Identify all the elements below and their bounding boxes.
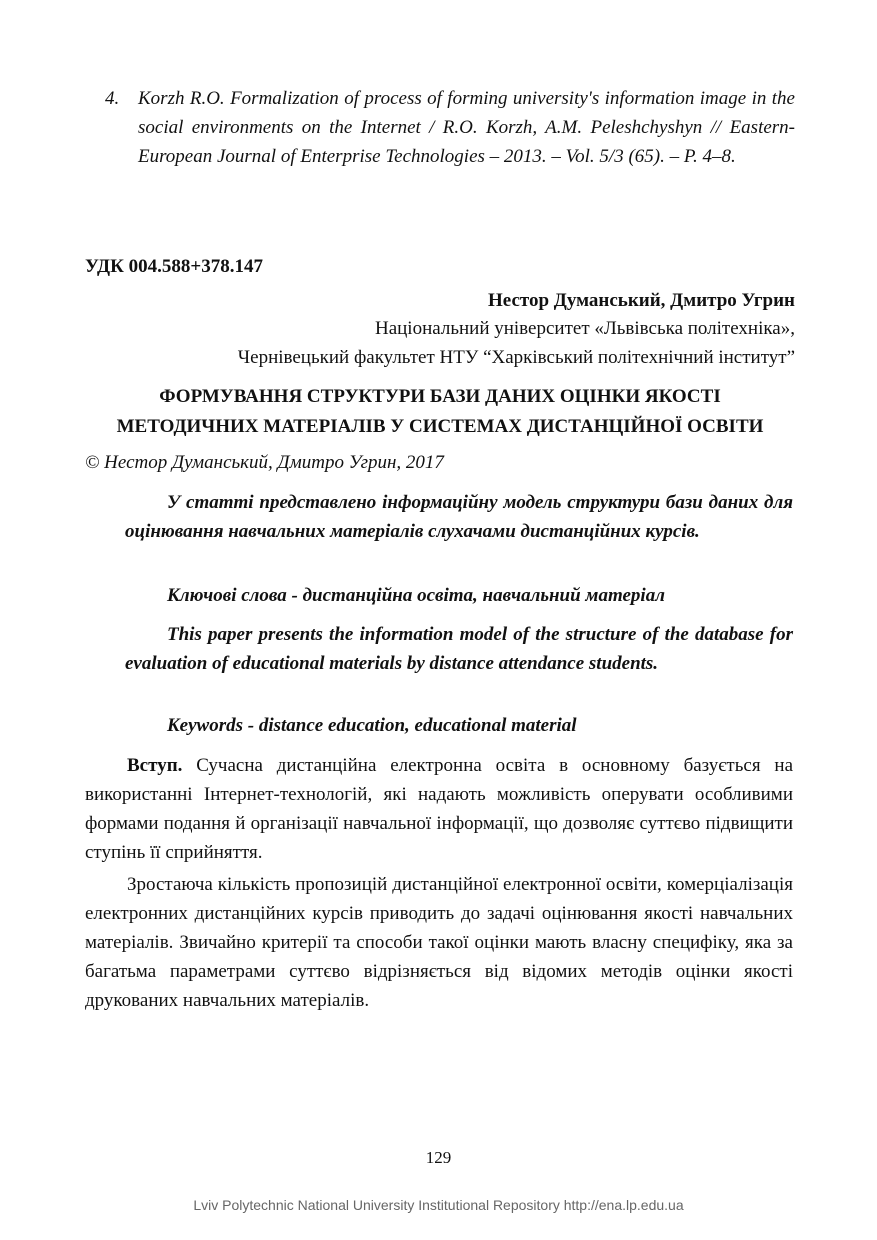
title-line-1: ФОРМУВАННЯ СТРУКТУРИ БАЗИ ДАНИХ ОЦІНКИ ЯКОСТІ xyxy=(159,386,721,407)
reference-text: Korzh R.O. Formalization of process of forming university's information image in the social environments on the Internet / R.O. Korzh, A.M. Peleshchyshyn // Eastern-European Journal of Enterprise Technologies – 2013. – Vol. 5/3 (65). – P. 4–8. xyxy=(138,88,795,167)
affiliation-line-2: Чернівецький факультет НТУ “Харківський політехнічний інститут” xyxy=(237,347,795,368)
abstract-en: This paper presents the information model of the structure of the database for evaluation of educational materials by distance attendance students. xyxy=(125,624,793,674)
intro-lead: Вступ. xyxy=(127,755,183,776)
keywords-ua: Ключові слова - дистанційна освіта, навчальний матеріал xyxy=(167,585,665,606)
affiliation-line-1: Національний університет «Львівська політехніка», xyxy=(374,318,795,339)
keywords-en: Keywords - distance education, educational material xyxy=(167,715,577,736)
udk-code: УДК 004.588+378.147 xyxy=(85,256,263,277)
abstract-ua: У статті представлено інформаційну модель структури бази даних для оцінювання навчальних матеріалів слухачами дистанційних курсів. xyxy=(125,492,793,542)
page-number: 129 xyxy=(425,1148,452,1167)
repository-footer: Lviv Polytechnic National University Institutional Repository http://ena.lp.edu.ua xyxy=(193,1197,684,1213)
authors: Нестор Думанський, Дмитро Угрин xyxy=(488,290,795,311)
title-line-2: МЕТОДИЧНИХ МАТЕРІАЛІВ У СИСТЕМАХ ДИСТАНЦІЙНОЇ ОСВІТИ xyxy=(116,416,764,437)
body-paragraph: Зростаюча кількість пропозицій дистанційної електронної освіти, комерціалізація електронних дистанційних курсів приводить до задачі оцінювання якості навчальних матеріалів. Звичайно критерії та способи такої оцінки мають власну специфіку, яка за багатьма параметрами суттєво відрізняється від відомих методів оцінки якості друкованих навчальних матеріалів. xyxy=(85,874,793,1011)
intro-text: Сучасна дистанційна електронна освіта в основному базується на використанні Інтернет-технологій, які надають можливість оперувати особливими формами подання й організації навчальної інформації, що дозволяє суттєво підвищити ступінь її сприйняття. xyxy=(85,755,793,863)
intro-paragraph xyxy=(85,751,793,867)
reference-item xyxy=(105,84,795,171)
copyright: © Нестор Думанський, Дмитро Угрин, 2017 xyxy=(85,452,444,473)
reference-number: 4. xyxy=(105,88,120,109)
article-title xyxy=(85,382,795,442)
